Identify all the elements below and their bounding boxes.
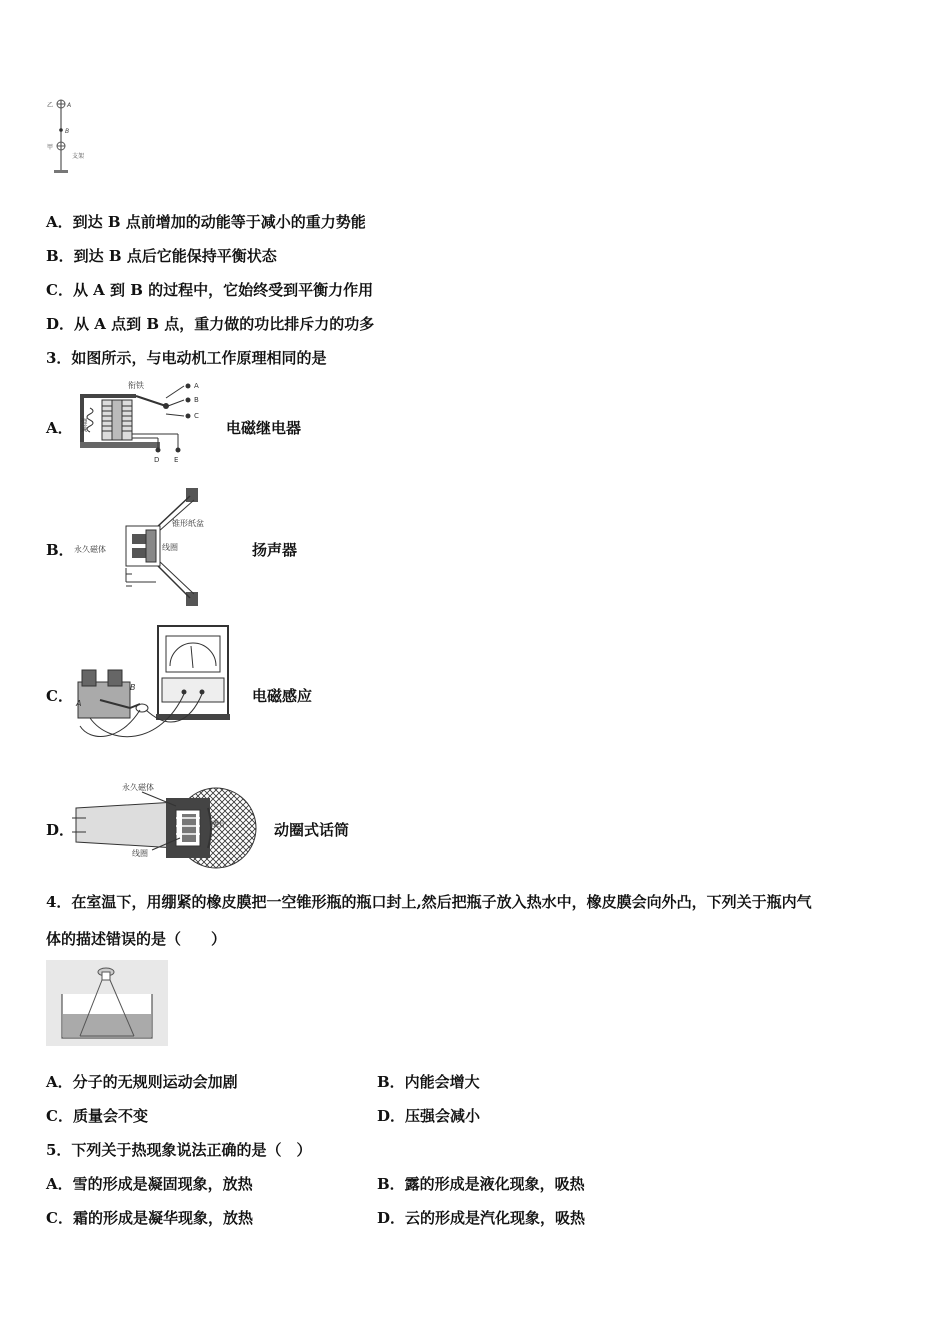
q3-a-label-a: A	[194, 382, 199, 390]
q3-option-c-caption: 电磁感应	[252, 687, 313, 705]
q3-option-b-figure-speaker	[72, 486, 238, 608]
q3-a-label-spring: 弹簧	[80, 418, 88, 432]
q2-option-b: B．到达 B 点后它能保持平衡状态	[46, 247, 277, 265]
q2-option-c: C．从 A 到 B 的过程中，它始终受到平衡力作用	[46, 281, 374, 299]
q3-a-label-c: C	[194, 412, 199, 420]
q4-stem-line1: 4．在室温下，用绷紧的橡皮膜把一空锥形瓶的瓶口封上,然后把瓶子放入热水中，橡皮膜会向外凸，下列关于瓶内气	[46, 893, 812, 911]
q3-a-label-armature: 衔铁	[128, 381, 144, 390]
q5-option-d: D．云的形成是汽化现象，吸热	[377, 1209, 586, 1227]
q3-option-a-figure-relay	[76, 378, 212, 464]
q3-option-c-letter: C．	[46, 687, 73, 705]
q3-b-label-coil: 线圈	[162, 543, 178, 552]
q5-option-b: B．露的形成是液化现象，吸热	[377, 1175, 585, 1193]
q3-b-label-cone: 锥形纸盆	[172, 519, 204, 528]
q2-option-d: D．从 A 点到 B 点，重力做的功比排斥力的功多	[46, 315, 375, 333]
q2-label-b: B	[65, 128, 70, 135]
q2-label-base: 支架	[72, 153, 85, 160]
q3-a-label-e: E	[174, 456, 179, 464]
q3-d-label-magnet: 永久磁体	[122, 783, 154, 792]
q4-figure-flask	[46, 960, 168, 1046]
q3-option-b-letter: B．	[46, 541, 74, 559]
q3-option-b-caption: 扬声器	[252, 541, 298, 559]
q5-option-a: A．雪的形成是凝固现象，放热	[46, 1175, 253, 1193]
q2-label-a: A	[67, 102, 72, 109]
q3-option-a-caption: 电磁继电器	[226, 419, 302, 437]
q3-option-d-letter: D．	[46, 821, 75, 839]
q3-c-label-b: B	[130, 683, 136, 692]
q3-d-label-coil: 线圈	[132, 849, 148, 858]
q5-option-c: C．霜的形成是凝华现象，放热	[46, 1209, 253, 1227]
q2-label-yi: 乙	[47, 102, 54, 109]
q3-a-label-d: D	[154, 456, 160, 464]
q2-option-a: A．到达 B 点前增加的动能等于减小的重力势能	[46, 213, 366, 231]
q2-label-jia: 甲	[47, 144, 54, 151]
q3-option-d-figure-microphone	[72, 778, 260, 872]
q3-option-d-caption: 动圈式话筒	[274, 821, 350, 839]
q4-option-c: C．质量会不变	[46, 1107, 148, 1125]
q4-stem-line2: 体的描述错误的是（ ）	[46, 930, 227, 948]
q3-c-label-a: A	[76, 699, 82, 708]
q4-option-b: B．内能会增大	[377, 1073, 480, 1091]
q3-option-a-letter: A．	[46, 419, 73, 437]
q3-a-label-b: B	[194, 396, 199, 404]
q5-stem: 5．下列关于热现象说法正确的是（ ）	[46, 1141, 312, 1159]
q3-option-c-figure-induction	[70, 622, 230, 746]
q3-stem: 3．如图所示，与电动机工作原理相同的是	[46, 349, 327, 367]
q2-figure	[44, 96, 104, 180]
q4-option-a: A．分子的无规则运动会加剧	[46, 1073, 238, 1091]
q4-option-d: D．压强会减小	[377, 1107, 481, 1125]
q3-b-label-magnet: 永久磁体	[74, 545, 106, 554]
q3-d-label-diaphragm: 膜片	[212, 820, 226, 828]
